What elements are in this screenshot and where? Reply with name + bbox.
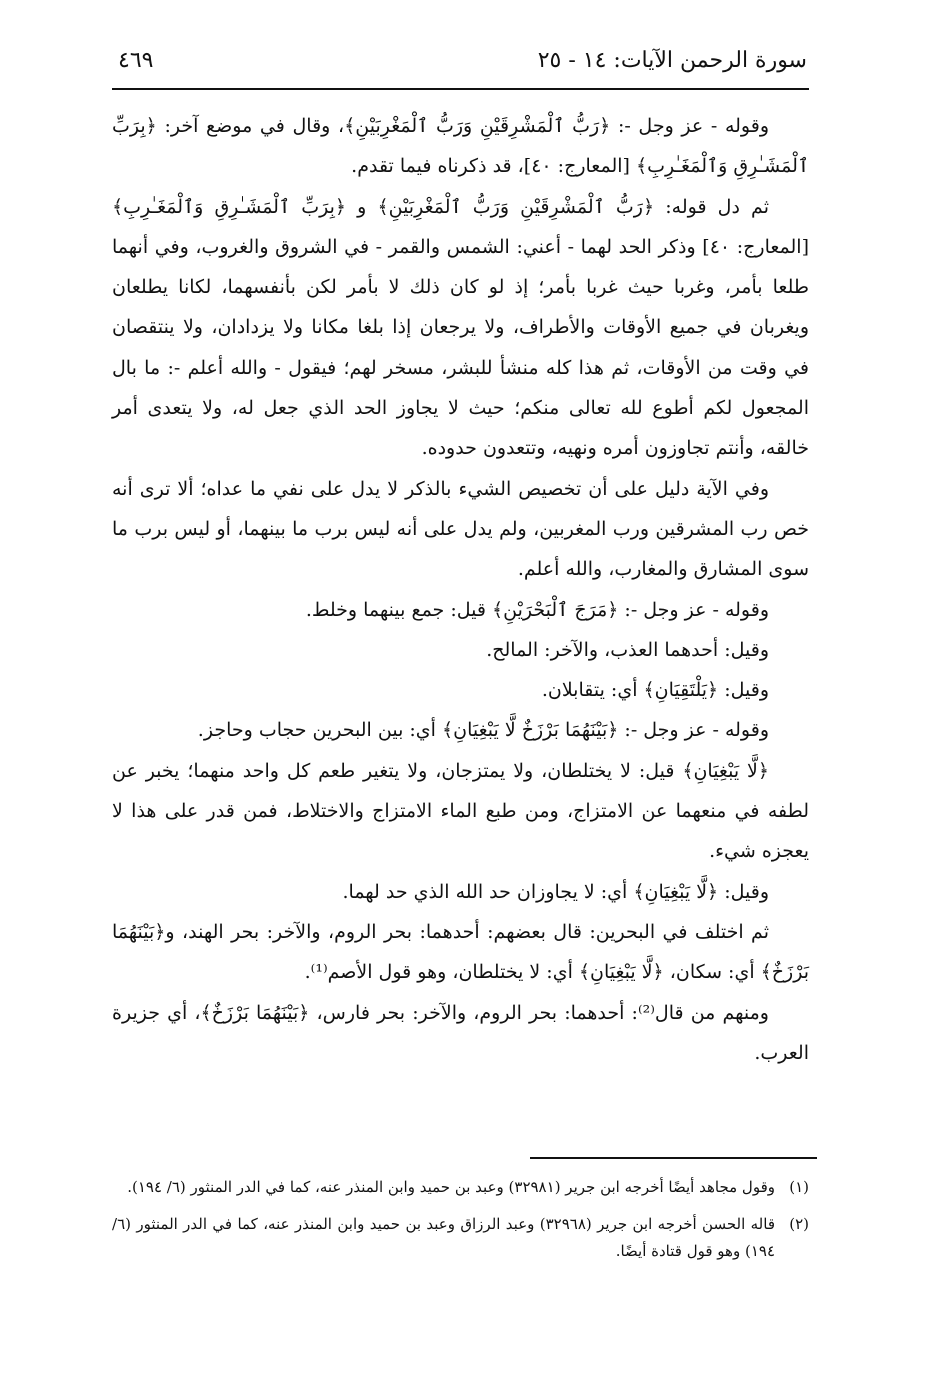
footnote-text: قاله الحسن أخرجه ابن جرير (٣٢٩٦٨) وعبد الرزاق وعبد بن حميد وابن المنذر عنه، كما في الدر المنثور (٦/ ١٩٤) وهو قول قتادة أيضًا. [112, 1215, 775, 1260]
paragraph: ثم اختلف في البحرين: قال بعضهم: أحدهما: بحر الروم، والآخر: بحر الهند، و﴿بَيْنَهُمَا بَرْزَخٌ﴾ أي: سكان، ﴿لَّا يَبْغِيَانِ﴾ أي: لا يختلطان، وهو قول الأصم⁽¹⁾. [112, 920, 809, 984]
paragraph: وفي الآية دليل على أن تخصيص الشيء بالذكر لا يدل على نفي ما عداه؛ ألا ترى أنه خص رب المشرقين ورب المغربين، ولم يدل على أنه ليس برب ما بينهما، أو ليس برب ما سوى المشارق والمغارب، والله أعلم. [112, 477, 809, 581]
paragraph: وقيل: ﴿يَلْتَقِيَانِ﴾ أي: يتقابلان. [541, 679, 769, 702]
paragraph: ﴿لَّا يَبْغِيَانِ﴾ قيل: لا يختلطان، ولا يمتزجان، ولا يتغير طعم كل واحد منهما؛ يخبر عن لطفه في منعهما عن الامتزاج، ومن طبع الماء الامتزاج والاختلاط، فمن قدر على هذا لا يعجزه شيء. [112, 759, 809, 863]
paragraph: وقوله - عز وجل -: ﴿بَيْنَهُمَا بَرْزَخٌ لَّا يَبْغِيَانِ﴾ أي: بين البحرين حجاب وحاجز. [197, 719, 769, 742]
page-number: ٤٦٩ [118, 48, 154, 73]
paragraph: ثم دل قوله: ﴿رَبُّ ٱلْمَشْرِقَيْنِ وَرَبُّ ٱلْمَغْرِبَيْنِ﴾ و ﴿بِرَبِّ ٱلْمَشَـٰرِقِ وَٱلْمَغَـٰرِبِ﴾ [المعارج: ٤٠] وذكر الحد لهما - أعني: الشمس والقمر - في الشروق والغروب، وفي أنهما طلعا بأمر، وغربا حيث غربا بأمر؛ إذ لو كان ذلك لا بأمر لكن بأنفسهما، لكانا يطلعان ويغربان في جميع الأوقات والأطراف، ولا يرجعان إذا بلغا مكانا ولا يزدادان، ولا ينتقصان في وقت من الأوقات، ثم هذا كله منشأ للبشر، مسخر لهم؛ فيقول - والله أعلم -: ما بال المجعول لكم أطوع لله تعالى منكم؛ حيث لا يجاوز الحد الذي جعل له، ولا يتعدى أمر خالقه، وأنتم تجاوزون أمره ونهيه، وتتعدون حدوده. [112, 195, 809, 460]
footnote-mark: (٢) [789, 1215, 809, 1233]
main-text [112, 106, 809, 1073]
paragraph: وقيل: ﴿لَّا يَبْغِيَانِ﴾ أي: لا يجاوزان حد الله الذي حد لهما. [342, 880, 769, 903]
paragraph: وقوله - عز وجل -: ﴿مَرَجَ ٱلْبَحْرَيْنِ﴾ قيل: جمع بينهما وخلط. [305, 598, 769, 621]
paragraph: ومنهم من قال⁽²⁾: أحدهما: بحر الروم، والآخر: بحر فارس، ﴿بَيْنَهُمَا بَرْزَخٌ﴾، أي جزيرة العرب. [112, 1001, 809, 1064]
footnote-rule [530, 1157, 817, 1159]
footnote-mark: (١) [789, 1178, 809, 1196]
page-header [118, 48, 807, 84]
footnote-text: وقول مجاهد أيضًا أخرجه ابن جرير (٣٢٩٨١) وعبد بن حميد وابن المنذر عنه، كما في الدر المنثور (٦/ ١٩٤). [127, 1178, 775, 1196]
footnote [112, 1211, 809, 1265]
paragraph: وقيل: أحدهما العذب، والآخر: المالح. [486, 638, 769, 661]
header-rule [112, 88, 809, 90]
paragraph: وقوله - عز وجل -: ﴿رَبُّ ٱلْمَشْرِقَيْنِ وَرَبُّ ٱلْمَغْرِبَيْنِ﴾، وقال في موضع آخر: ﴿بِرَبِّ ٱلْمَشَـٰرِقِ وَٱلْمَغَـٰرِبِ﴾ [المعارج: ٤٠]، قد ذكرناه فيما تقدم. [112, 115, 809, 178]
running-title: سورة الرحمن الآيات: ١٤ - ٢٥ [537, 48, 807, 73]
footnote [112, 1174, 809, 1201]
footnotes [112, 1174, 809, 1275]
